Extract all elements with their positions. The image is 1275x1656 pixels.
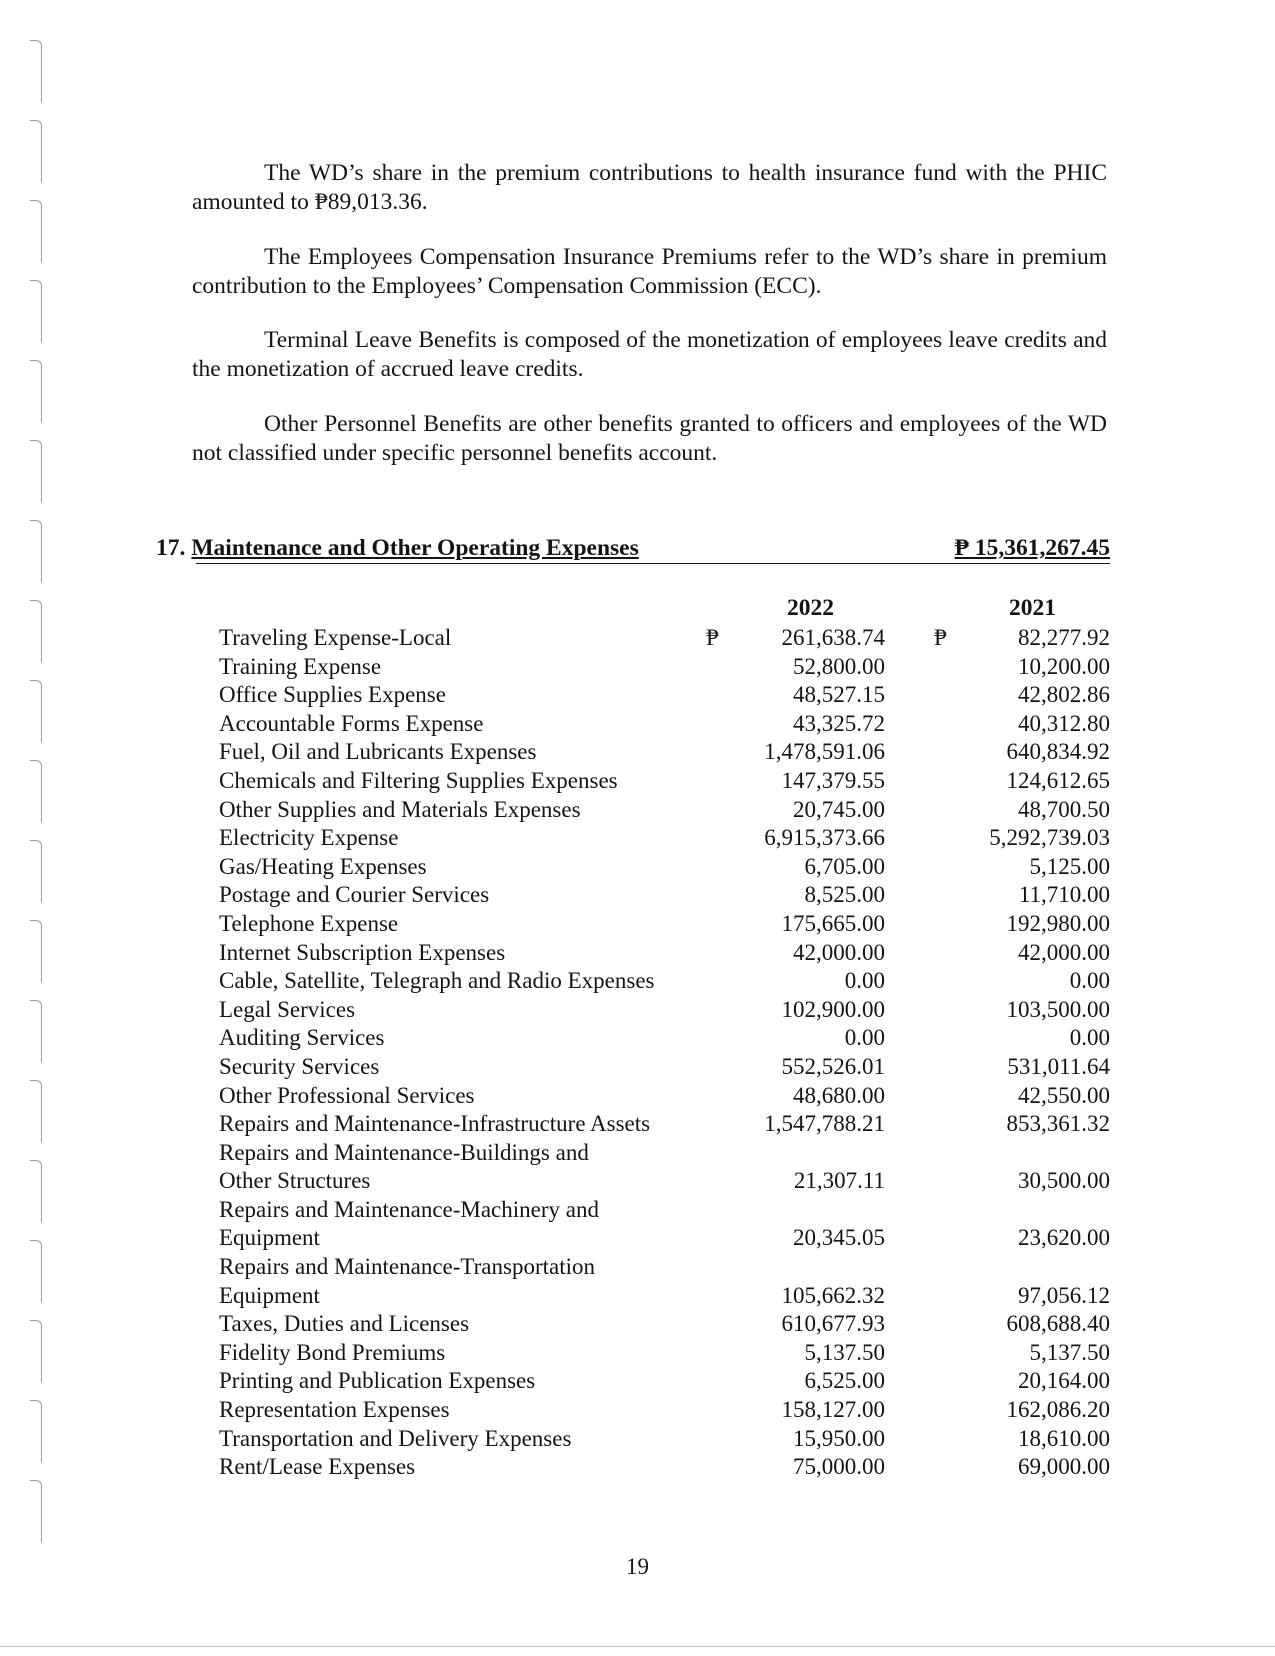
table-row xyxy=(0,1425,1275,1454)
value-2022: 6,915,373.66 xyxy=(764,825,885,851)
value-2022: 42,000.00 xyxy=(793,939,885,965)
row-label: Telephone Expense xyxy=(219,910,399,936)
value-2022: 43,325.72 xyxy=(793,710,885,736)
row-label: Other Structures xyxy=(219,1168,371,1194)
row-label: Transportation and Delivery Expenses xyxy=(219,1425,572,1451)
section-number: 17. xyxy=(156,535,186,561)
table-row xyxy=(0,738,1275,767)
table-row xyxy=(0,1110,1275,1139)
value-2021: 69,000.00 xyxy=(1018,1454,1110,1480)
table-row xyxy=(0,824,1275,853)
row-label: Chemicals and Filtering Supplies Expenses xyxy=(219,767,618,793)
binder-hook xyxy=(30,360,42,422)
value-2022: 175,665.00 xyxy=(781,910,885,936)
value-2021: 97,056.12 xyxy=(1018,1282,1110,1308)
value-2022: 6,705.00 xyxy=(804,853,885,879)
value-2021: 0.00 xyxy=(1069,968,1110,994)
table-row xyxy=(0,681,1275,710)
row-label: Printing and Publication Expenses xyxy=(219,1368,536,1394)
value-2021: 48,700.50 xyxy=(1018,796,1110,822)
table-row xyxy=(0,653,1275,682)
table-row xyxy=(0,796,1275,825)
row-label: Repairs and Maintenance-Machinery and xyxy=(219,1196,599,1222)
row-label: Postage and Courier Services xyxy=(219,882,490,908)
row-label: Internet Subscription Expenses xyxy=(219,939,506,965)
value-2022: 20,745.00 xyxy=(793,796,885,822)
value-2021: 192,980.00 xyxy=(1006,910,1110,936)
table-row xyxy=(0,1196,1275,1225)
row-label: Office Supplies Expense xyxy=(219,682,446,708)
table-row xyxy=(0,1139,1275,1168)
row-label: Repairs and Maintenance-Transportation xyxy=(219,1254,595,1280)
value-2021: 5,125.00 xyxy=(1029,853,1110,879)
value-2021: 5,137.50 xyxy=(1029,1339,1110,1365)
value-2021: 11,710.00 xyxy=(1018,882,1110,908)
row-label: Rent/Lease Expenses xyxy=(219,1454,416,1480)
row-label: Equipment xyxy=(219,1225,320,1251)
row-label: Representation Expenses xyxy=(219,1397,450,1423)
value-2022: 261,638.74 xyxy=(781,625,885,650)
value-2021: 42,802.86 xyxy=(1018,682,1110,708)
value-2022: 1,478,591.06 xyxy=(764,739,885,765)
value-2022: 48,527.15 xyxy=(793,682,885,708)
binder-hook xyxy=(30,440,42,502)
value-2022: 158,127.00 xyxy=(781,1397,885,1423)
value-2022: 52,800.00 xyxy=(793,653,885,679)
value-2021: 853,361.32 xyxy=(1006,1111,1110,1137)
value-2022: 0.00 xyxy=(844,968,885,994)
row-label: Repairs and Maintenance-Infrastructure Assets xyxy=(219,1111,651,1137)
value-2022: 21,307.11 xyxy=(793,1168,885,1194)
table-row xyxy=(0,1396,1275,1425)
value-2021: 162,086.20 xyxy=(1006,1397,1110,1423)
table-row xyxy=(0,1253,1275,1282)
value-2021: 18,610.00 xyxy=(1018,1425,1110,1451)
row-label: Training Expense xyxy=(219,653,382,679)
column-header-2022: 2022 xyxy=(787,595,834,621)
currency-symbol-2021: ₱ xyxy=(934,625,947,650)
row-label: Equipment xyxy=(219,1282,320,1308)
table-row xyxy=(0,1282,1275,1311)
value-2022: 15,950.00 xyxy=(793,1425,885,1451)
value-2022: 48,680.00 xyxy=(793,1082,885,1108)
table-row xyxy=(0,1167,1275,1196)
table-row xyxy=(0,881,1275,910)
row-label: Traveling Expense-Local xyxy=(219,625,452,650)
binder-hook xyxy=(30,40,42,102)
table-row xyxy=(0,1310,1275,1339)
page-number: 19 xyxy=(626,1554,649,1579)
value-2022: 75,000.00 xyxy=(793,1454,885,1480)
value-2021: 531,011.64 xyxy=(1007,1053,1110,1079)
value-2022: 610,677.93 xyxy=(781,1311,885,1337)
row-label: Cable, Satellite, Telegraph and Radio Expenses xyxy=(219,968,655,994)
row-label: Fidelity Bond Premiums xyxy=(219,1339,446,1365)
row-label: Security Services xyxy=(219,1053,380,1079)
value-2021: 30,500.00 xyxy=(1018,1168,1110,1194)
value-2021: 10,200.00 xyxy=(1018,653,1110,679)
row-label: Accountable Forms Expense xyxy=(219,710,484,736)
binder-hook xyxy=(30,200,42,262)
binder-hook xyxy=(30,120,42,182)
table-row xyxy=(0,767,1275,796)
value-2022: 147,379.55 xyxy=(781,767,885,793)
value-2021: 124,612.65 xyxy=(1006,767,1110,793)
table-row xyxy=(0,1024,1275,1053)
value-2021: 103,500.00 xyxy=(1006,996,1110,1022)
binder-hook xyxy=(30,280,42,342)
paragraph-text: The Employees Compensation Insurance Premiums refer to the WD’s share in premium contribution to the Employees’ Compensation Commission (ECC). xyxy=(192,244,1107,299)
section-total: ₱ 15,361,267.45 xyxy=(954,535,1110,561)
row-label: Auditing Services xyxy=(219,1025,385,1051)
row-label: Fuel, Oil and Lubricants Expenses xyxy=(219,739,537,765)
table-row xyxy=(0,1339,1275,1368)
value-2021: 40,312.80 xyxy=(1018,710,1110,736)
column-header-2021: 2021 xyxy=(1009,595,1056,621)
section-title: Maintenance and Other Operating Expenses xyxy=(191,535,639,561)
table-row xyxy=(0,710,1275,739)
row-label: Taxes, Duties and Licenses xyxy=(219,1311,470,1337)
section-underline xyxy=(196,563,1110,564)
bottom-rule xyxy=(0,1646,1275,1647)
table-row xyxy=(0,624,1275,653)
table-row xyxy=(0,910,1275,939)
row-label: Electricity Expense xyxy=(219,825,399,851)
value-2022: 8,525.00 xyxy=(804,882,885,908)
binder-hook xyxy=(30,1480,42,1542)
value-2021: 42,550.00 xyxy=(1018,1082,1110,1108)
value-2022: 105,662.32 xyxy=(781,1282,885,1308)
table-row xyxy=(0,939,1275,968)
value-2021: 640,834.92 xyxy=(1006,739,1110,765)
table-row xyxy=(0,967,1275,996)
value-2021: 20,164.00 xyxy=(1018,1368,1110,1394)
table-row xyxy=(0,853,1275,882)
row-label: Legal Services xyxy=(219,996,356,1022)
row-label: Gas/Heating Expenses xyxy=(219,853,427,879)
table-row xyxy=(0,1053,1275,1082)
value-2022: 6,525.00 xyxy=(804,1368,885,1394)
row-label: Other Professional Services xyxy=(219,1082,475,1108)
table-row xyxy=(0,1367,1275,1396)
row-label: Repairs and Maintenance-Buildings and xyxy=(219,1139,589,1165)
value-2022: 1,547,788.21 xyxy=(764,1111,885,1137)
expense-table xyxy=(0,624,1275,1482)
table-row xyxy=(0,996,1275,1025)
table-row xyxy=(0,1453,1275,1482)
paragraph-text: The WD’s share in the premium contributions to health insurance fund with the PHIC amounted to ₱89,013.36. xyxy=(192,160,1107,215)
paragraph-ecc xyxy=(192,243,1107,301)
value-2022: 20,345.05 xyxy=(793,1225,885,1251)
binder-hook xyxy=(30,520,42,582)
value-2021: 42,000.00 xyxy=(1018,939,1110,965)
value-2021: 82,277.92 xyxy=(1018,625,1110,650)
value-2022: 0.00 xyxy=(844,1025,885,1051)
value-2022: 102,900.00 xyxy=(781,996,885,1022)
paragraph-terminal-leave xyxy=(192,326,1107,384)
section-heading xyxy=(156,535,639,562)
value-2021: 23,620.00 xyxy=(1018,1225,1110,1251)
value-2022: 552,526.01 xyxy=(781,1053,885,1079)
paragraph-other-benefits xyxy=(192,410,1107,468)
paragraph-phic xyxy=(192,159,1107,217)
table-row xyxy=(0,1082,1275,1111)
paragraph-text: Terminal Leave Benefits is composed of the monetization of employees leave credits and the monetization of accrued leave credits. xyxy=(192,327,1107,382)
row-label: Other Supplies and Materials Expenses xyxy=(219,796,581,822)
value-2021: 0.00 xyxy=(1069,1025,1110,1051)
paragraph-text: Other Personnel Benefits are other benefits granted to officers and employees of the WD not classified under specific personnel benefits account. xyxy=(192,411,1107,466)
currency-symbol-2022: ₱ xyxy=(706,625,719,650)
table-row xyxy=(0,1224,1275,1253)
value-2022: 5,137.50 xyxy=(804,1339,885,1365)
value-2021: 608,688.40 xyxy=(1006,1311,1110,1337)
value-2021: 5,292,739.03 xyxy=(989,825,1110,851)
